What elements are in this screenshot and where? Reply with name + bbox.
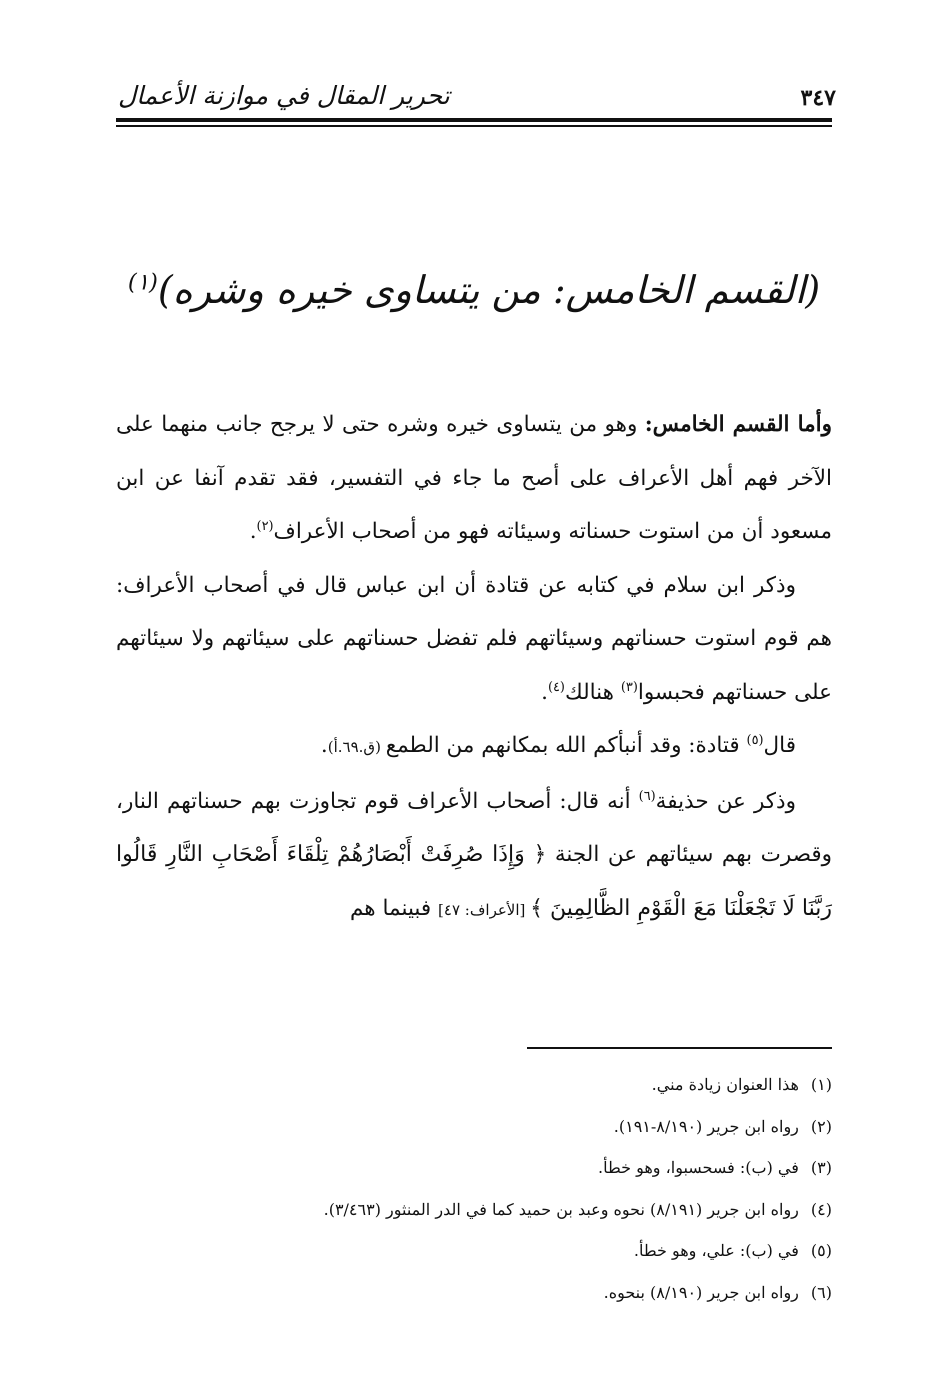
paragraph-text: فبينما هم bbox=[350, 895, 439, 921]
footnote-text: هذا العنوان زيادة مني. bbox=[651, 1075, 799, 1094]
quran-verse: ﴿ وَإِذَا صُرِفَتْ أَبْصَارُهُمْ تِلْقَاءَ أَصْحَابِ النَّارِ قَالُوا رَبَّنَا لَا تَجْعَلْنَا مَعَ الْقَوْمِ الظَّالِمِينَ ﴾ bbox=[116, 842, 832, 921]
body-text bbox=[116, 398, 832, 937]
footnote-number: (٦) bbox=[810, 1282, 832, 1302]
footnote-number: (٣) bbox=[810, 1158, 832, 1177]
manuscript-leaf-ref: (ق.٦٩.أ) bbox=[327, 738, 386, 756]
verse-reference: [الأعراف: ٤٧] bbox=[438, 900, 531, 919]
paragraph-text: قال bbox=[763, 733, 796, 758]
paragraph bbox=[116, 559, 832, 720]
footnote-text: رواه ابن جرير (٨/١٩٠-١٩١). bbox=[613, 1116, 799, 1136]
footnote-text: في (ب): علي، وهو خطأ. bbox=[633, 1241, 799, 1260]
header-rule-thin bbox=[116, 125, 832, 127]
paragraph bbox=[116, 719, 832, 775]
paragraph-end: . bbox=[249, 519, 257, 544]
footnote-number: (٢) bbox=[810, 1116, 832, 1136]
footnote bbox=[116, 1189, 832, 1231]
footnote-number: (٥) bbox=[810, 1241, 832, 1260]
footnote bbox=[116, 1064, 832, 1106]
footnote-divider bbox=[527, 1047, 832, 1049]
footnote-ref: (٣) bbox=[620, 679, 638, 695]
footnote-text: في (ب): فسحسبوا، وهو خطأ. bbox=[598, 1158, 799, 1177]
paragraph bbox=[116, 398, 832, 559]
paragraph-text: قتادة: وقد أنبأكم الله بمكانهم من الطمع bbox=[385, 733, 747, 758]
footnote-number: (١) bbox=[810, 1075, 832, 1094]
footnotes bbox=[116, 1064, 832, 1313]
section-title bbox=[116, 262, 832, 318]
footnote-number: (٤) bbox=[810, 1199, 832, 1219]
lead-phrase: وأما القسم الخامس: bbox=[644, 412, 833, 437]
footnote bbox=[116, 1147, 832, 1189]
paragraph-end: . bbox=[320, 733, 328, 758]
paragraph-text: هنالك bbox=[564, 679, 621, 705]
footnote bbox=[116, 1106, 832, 1148]
footnote bbox=[116, 1272, 832, 1314]
footnote-ref: (١) bbox=[127, 269, 158, 296]
header-rule-thick bbox=[116, 118, 832, 122]
paragraph-text: وذكر عن حذيفة bbox=[655, 788, 796, 814]
paragraph-text: وهو من يتساوى خيره وشره حتى لا يرجح جانب منهما على الآخر فهم أهل الأعراف على أصح ما جاء في التفسير، فقد تقدم آنفا عن ابن مسعود أن من استوت حسناته وسيئاته فهو من أصحاب الأعراف bbox=[116, 412, 832, 544]
running-title: تحرير المقال في موازنة الأعمال bbox=[118, 81, 450, 110]
footnote-text: رواه ابن جرير (٨/١٩٠) بنحوه. bbox=[603, 1282, 799, 1302]
footnote-ref: (٤) bbox=[547, 679, 565, 695]
footnote bbox=[116, 1230, 832, 1272]
page-number: ٣٤٧ bbox=[800, 85, 836, 111]
paragraph-end: . bbox=[541, 679, 548, 705]
footnote-ref: (٥) bbox=[746, 732, 764, 748]
footnote-ref: (٦) bbox=[638, 788, 656, 804]
paragraph-text: وذكر ابن سلام في كتابه عن قتادة أن ابن عباس قال في أصحاب الأعراف: هم قوم استوت حسناتهم وسيئاتهم فلم تفضل حسناتهم على سيئاتهم ولا سيئاتهم على حسناتهم فحبسوا bbox=[116, 572, 832, 705]
section-title-text: (القسم الخامس: من يتساوى خيره وشره) bbox=[157, 268, 821, 312]
paragraph bbox=[116, 775, 832, 938]
footnote-ref: (٢) bbox=[256, 518, 274, 534]
footnote-text: رواه ابن جرير (٨/١٩١) نحوه وعبد بن حميد كما في الدر المنثور (٣/٤٦٣). bbox=[323, 1199, 799, 1219]
paragraph-text: أنه قال: أصحاب الأعراف قوم تجاوزت بهم حسناتهم النار، وقصرت بهم سيئاتهم عن الجنة bbox=[116, 788, 833, 867]
